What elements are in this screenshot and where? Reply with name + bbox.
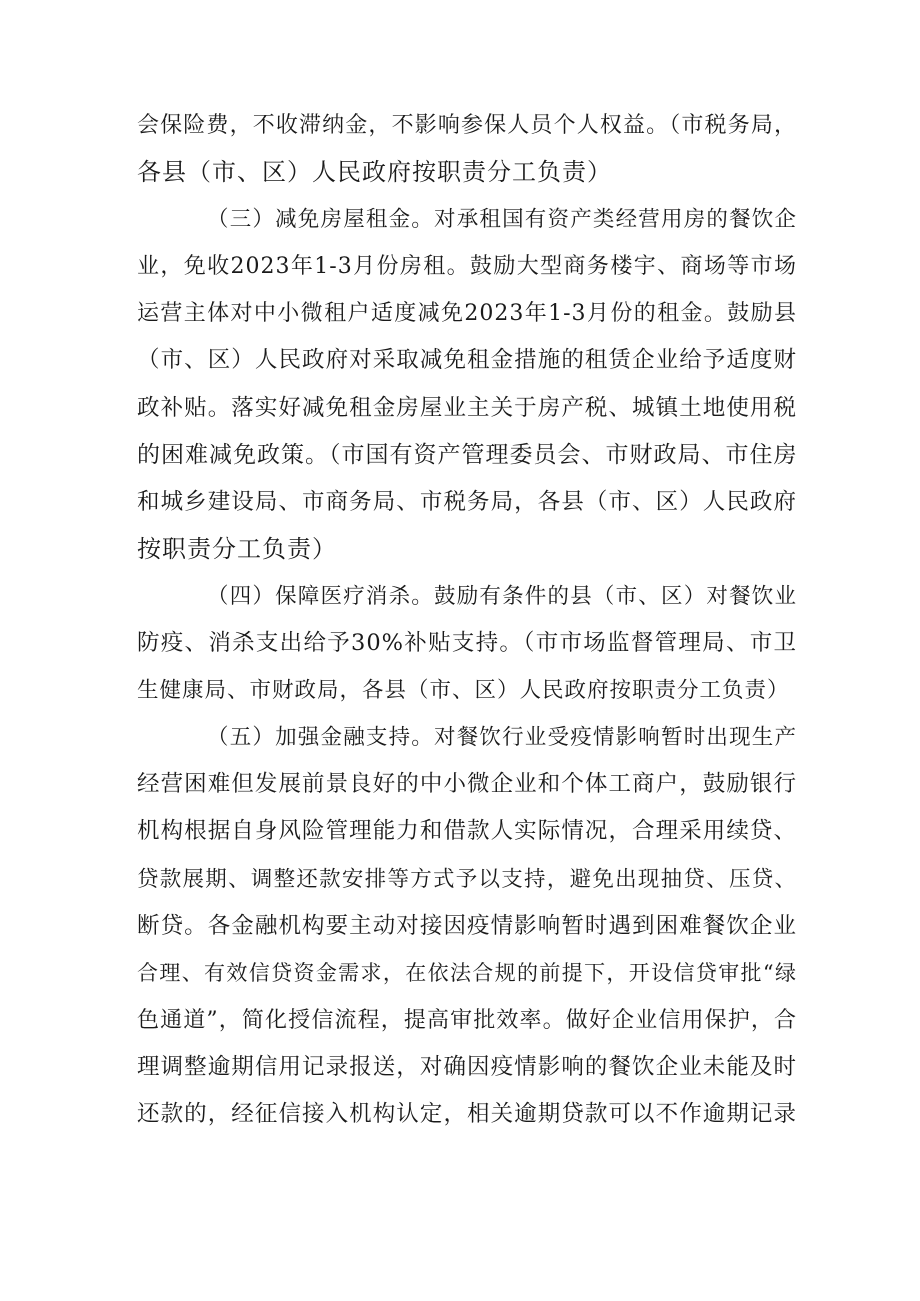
- text-line: 各县（市、区）人民政府按职责分工负责）: [137, 158, 612, 187]
- text-line: （四）保障医疗消杀。鼓励有条件的县（市、区）对餐饮业: [207, 583, 797, 609]
- text-line: 合理、有效信贷资金需求，在依法合规的前提下，开设信贷审批“绿: [137, 960, 797, 985]
- text-line: 还款的，经征信接入机构认定，相关逾期贷款可以不作逾期记录: [137, 1100, 797, 1127]
- text-line: 理调整逾期信用记录报送，对确因疫情影响的餐饮企业未能及时: [137, 1053, 797, 1080]
- text-line: 业，免收2023年1-3月份房租。鼓励大型商务楼宇、商场等市场: [137, 254, 797, 280]
- text-line: 机构根据自身风险管理能力和借款人实际情况，合理采用续贷、: [137, 818, 797, 845]
- text-line: 的困难减免政策。（市国有资产管理委员会、市财政局、市住房: [137, 441, 798, 468]
- text-line: 政补贴。落实好减免租金房屋业主关于房产税、城镇土地使用税: [137, 394, 797, 421]
- text-line: 色通道”，简化授信流程，提高审批效率。做好企业信用保护，合: [137, 1007, 797, 1033]
- text-line: 生健康局、市财政局，各县（市、区）人民政府按职责分工负责）: [137, 678, 790, 704]
- text-line: 经营困难但发展前景良好的中小微企业和个体工商户，鼓励银行: [137, 771, 797, 798]
- text-line: （三）减免房屋租金。对承租国有资产类经营用房的餐饮企: [207, 207, 797, 233]
- text-line: 运营主体对中小微租户适度减免2023年1-3月份的租金。鼓励县: [137, 301, 797, 327]
- text-line: 防疫、消杀支出给予30%补贴支持。（市市场监督管理局、市卫: [137, 630, 797, 657]
- text-line: 贷款展期、调整还款安排等方式予以支持，避免出现抽贷、压贷、: [137, 866, 797, 892]
- text-line: 会保险费，不收滞纳金，不影响参保人员个人权益。（市税务局，: [137, 113, 797, 138]
- text-line: （市、区）人民政府对采取减免租金措施的租赁企业给予适度财: [137, 347, 797, 374]
- text-line: 断贷。各金融机构要主动对接因疫情影响暂时遇到困难餐饮企业: [137, 912, 797, 939]
- text-line: 和城乡建设局、市商务局、市税务局，各县（市、区）人民政府: [137, 488, 797, 515]
- text-line: 按职责分工负责）: [137, 534, 337, 563]
- text-line: （五）加强金融支持。对餐饮行业受疫情影响暂时出现生产: [207, 725, 797, 751]
- body-text: [137, 102, 797, 1138]
